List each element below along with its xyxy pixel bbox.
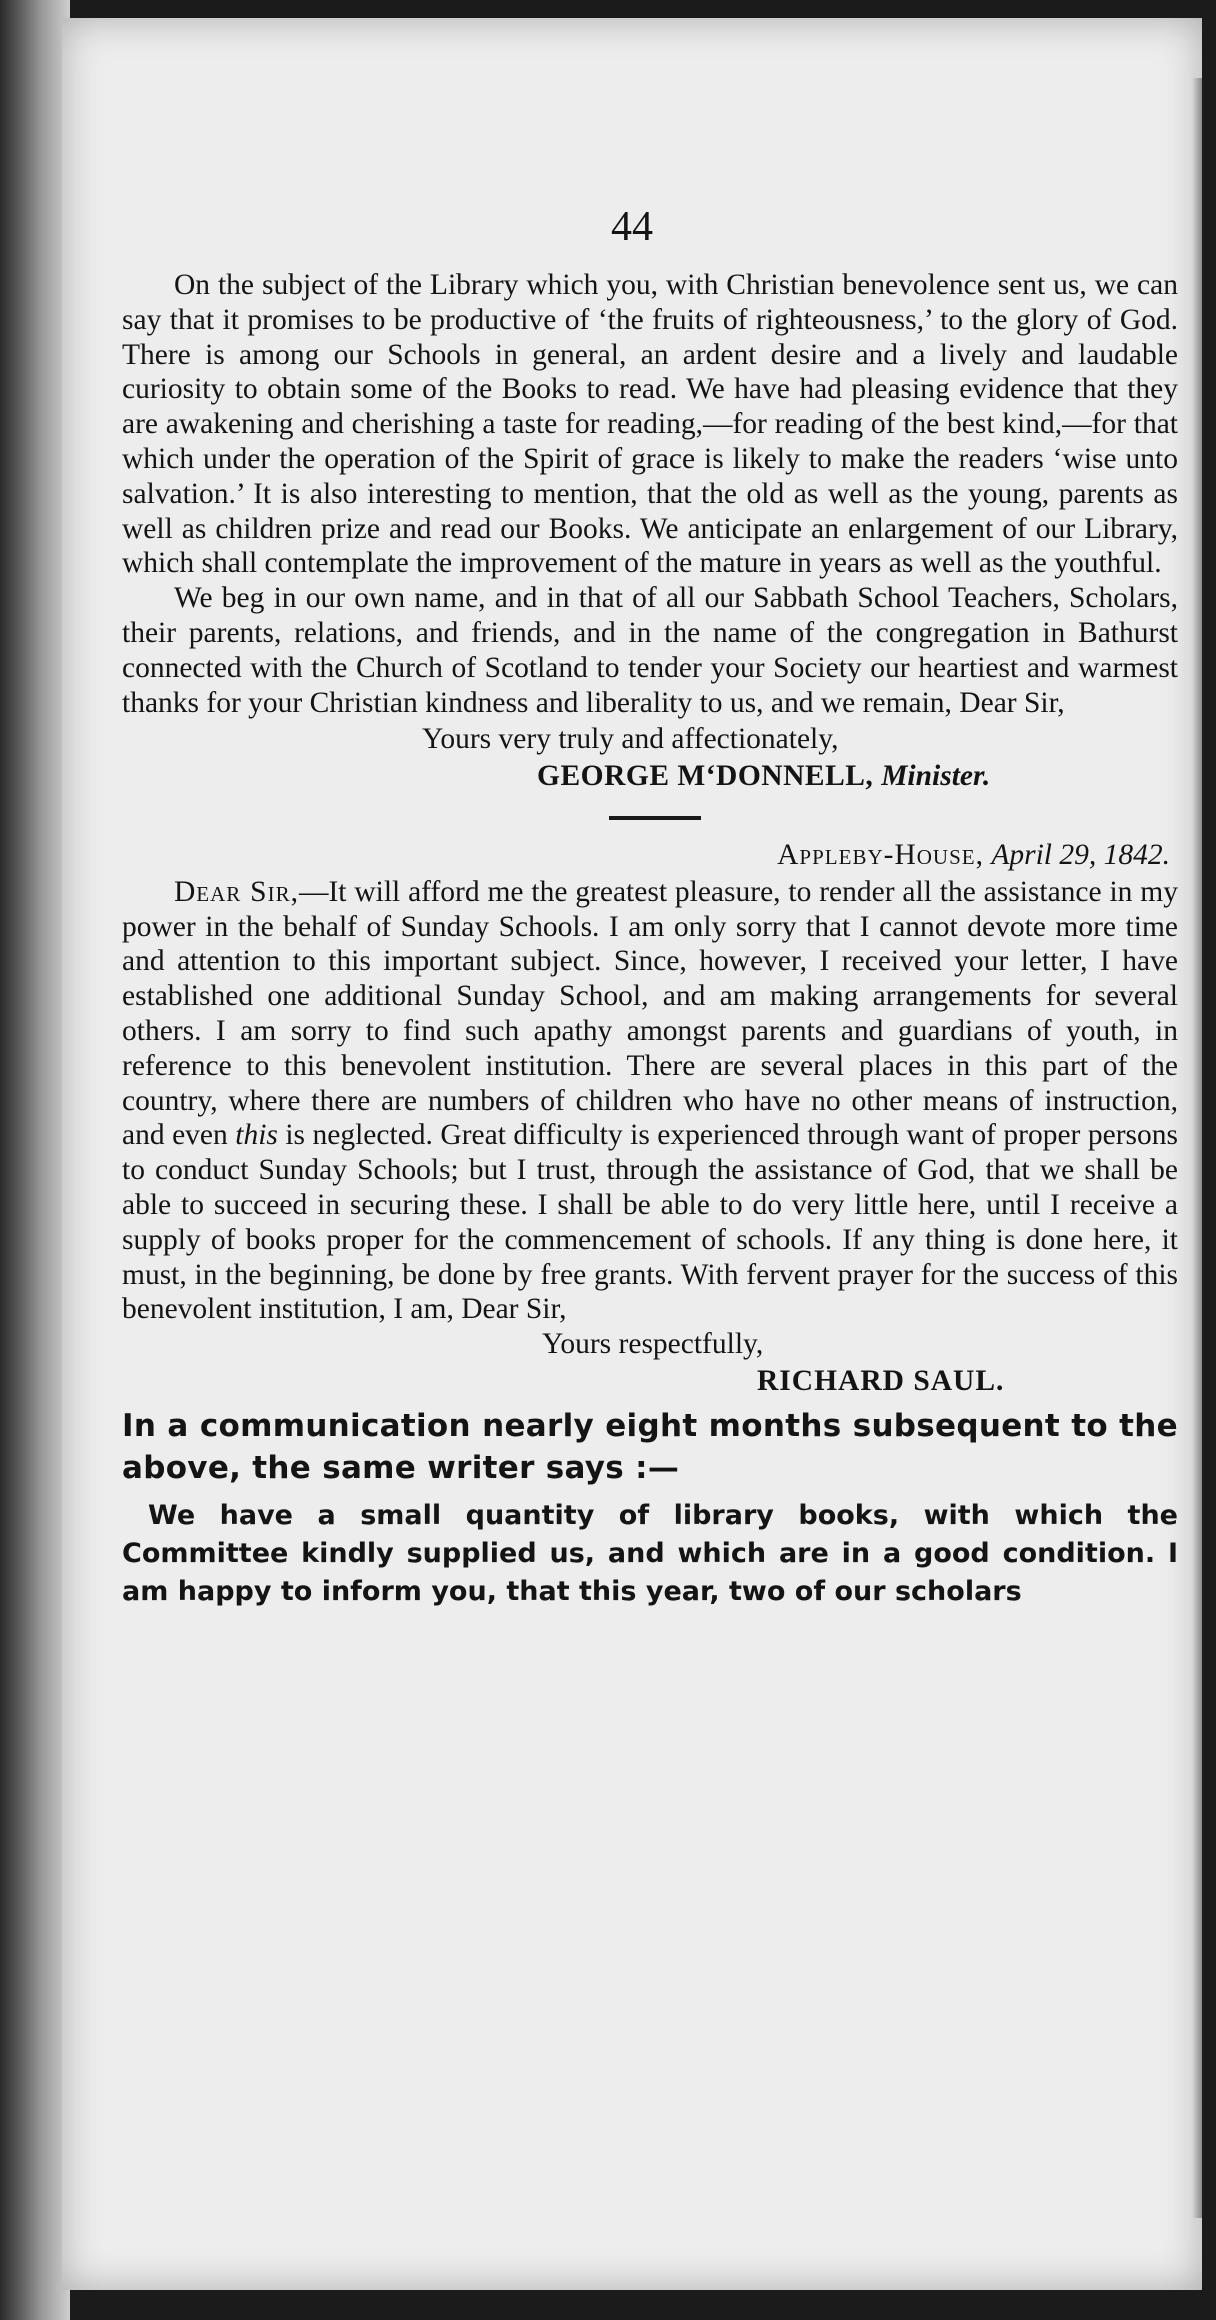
signature-name: GEORGE M‘DONNELL, [537, 760, 874, 793]
letter2-closing: Yours respectfully, [542, 1328, 764, 1361]
letter1-closing: Yours very truly and affectionately, [422, 723, 839, 756]
signature-title: Minister. [881, 760, 991, 793]
section-divider [609, 816, 701, 820]
followup-text: We have a small quantity of library books, with which the Committee kindly supplied us, and which are in a good condition. I am happy to inform you, that this year, two of our scholars [122, 1499, 1178, 1607]
letter2-place: Appleby-House, [777, 838, 984, 871]
letter2-body-a: —It will afford me the greatest pleasure, to render all the assistance in my power in the behalf of Sunday Schools. I am only sorry that I cannot devote more time and attention to this important subject. Since, however, I received your letter, I have established one additional Sunday School, and am making arrangements for several others. I am sorry to find such apathy amongst parents and guardians of youth, in reference to this benevolent institution. There are several places in this part of the country, where there are numbers of children who have no other means of instruction, and even [122, 875, 1178, 1152]
letter1-paragraph-1: On the subject of the Library which you, with Christian benevolence sent us, we can say that it promises to be productive of ‘the fruits of righteousness,’ to the glory of God. There is among our Schools in general, an ardent desire and a lively and laudable curiosity to obtain some of the Books to read. We have had pleasing evidence that they are awakening and cherishing a taste for reading,—for reading of the best kind,—for that which under the operation of the Spirit of grace is likely to make the readers ‘wise unto salvation.’ It is also interesting to mention, that the old as well as the young, parents as well as children prize and read our Books. We anticipate an enlargement of our Library, which shall contemplate the improvement of the mature in years as well as the youthful. [122, 269, 1178, 580]
page-text [122, 268, 1178, 1611]
followup-heading: In a communication nearly eight months subsequent to the above, the same writer says :— [122, 1407, 1178, 1486]
letter2-body-emphasis: this [235, 1119, 278, 1152]
book-binding-edge [0, 0, 70, 2320]
letter1-signature [122, 759, 1178, 794]
letter2-date: April 29, 1842. [991, 838, 1170, 871]
letter2-signature: RICHARD SAUL. [757, 1364, 1005, 1397]
letter2-body-b: is neglected. Great difficulty is experienced through want of proper persons to conduct Sunday Schools; but I trust, through the assistance of God, that we shall be able to succeed in securing these. I shall be able to do very little here, until I receive a supply of books proper for the commencement of schools. If any thing is done here, it must, in the beginning, be done by free grants. With fervent prayer for the success of this benevolent institution, I am, Dear Sir, [122, 1119, 1178, 1326]
page-number: 44 [611, 204, 653, 250]
letter1-paragraph-2: We beg in our own name, and in that of all our Sabbath School Teachers, Scholars, their parents, relations, and friends, and in the name of the congregation in Bathurst connected with the Church of Scotland to tender your Society our heartiest and warmest thanks for your Christian kindness and liberality to us, and we remain, Dear Sir, [122, 582, 1178, 719]
letter2-body [122, 875, 1178, 1327]
letter2-salutation: Dear Sir, [174, 875, 299, 908]
letter2-dateline [122, 838, 1170, 873]
